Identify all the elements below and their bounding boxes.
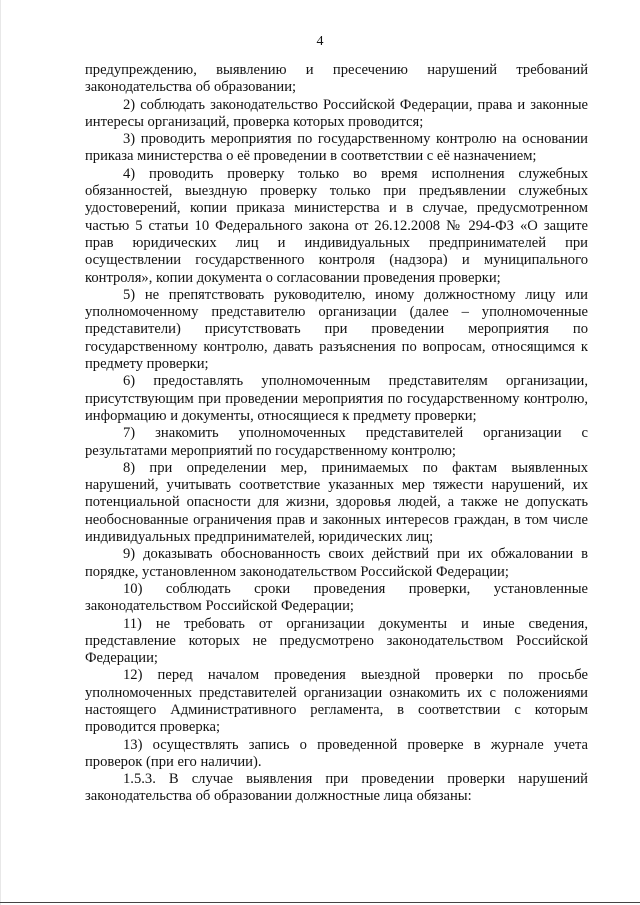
paragraph-item-7: 7) знакомить уполномоченных представителей организации с результатами мероприятий по государственному контролю; xyxy=(85,425,588,459)
paragraph-item-12: 12) перед началом проведения выездной проверки по просьбе уполномоченных представителей организации ознакомить их с положениями настоящего Административного регламента, в соответствии с которым проводится проверка; xyxy=(85,667,588,736)
scan-shadow-left xyxy=(0,0,1,905)
paragraph-item-2: 2) соблюдать законодательство Российской Федерации, права и законные интересы организаций, проверка которых проводится; xyxy=(85,96,588,130)
document-body xyxy=(85,62,588,806)
paragraph-section-1-5-3: 1.5.3. В случае выявления при проведении проверки нарушений законодательства об образовании должностные лица обязаны: xyxy=(85,771,588,805)
paragraph-item-9: 9) доказывать обоснованность своих действий при их обжаловании в порядке, установленном законодательством Российской Федерации; xyxy=(85,546,588,580)
page-number: 4 xyxy=(316,34,324,49)
paragraph-item-6: 6) предоставлять уполномоченным представителям организации, присутствующим при проведении мероприятия по государственному контролю, информацию и документы, относящиеся к предмету проверки; xyxy=(85,373,588,424)
paragraph-item-11: 11) не требовать от организации документы и иные сведения, представление которых не предусмотрено законодательством Российской Федерации; xyxy=(85,615,588,667)
scan-bottom-edge xyxy=(0,902,640,903)
paragraph-item-13: 13) осуществлять запись о проведенной проверке в журнале учета проверок (при его наличии). xyxy=(85,736,588,770)
paragraph-item-10: 10) соблюдать сроки проведения проверки, установленные законодательством Российской Федерации; xyxy=(85,580,588,615)
paragraph-item-5: 5) не препятствовать руководителю, иному должностному лицу или уполномоченному представителю организации (далее – уполномоченные представители) присутствовать при проведении мероприятия по государственному контролю, давать разъяснения по вопросам, относящимся к предмету проверки; xyxy=(85,286,588,373)
paragraph-item-4: 4) проводить проверку только во время исполнения служебных обязанностей, выездную проверку только при предъявлении служебных удостоверений, копии приказа министерства и в случае, предусмотренном частью 5 статьи 10 Федерального закона от 26.12.2008 № 294-ФЗ «О защите прав юридических лиц и индивидуальных предпринимателей при осуществлении государственного контроля (надзора) и муниципального контроля», копии документа о согласовании проведения проверки; xyxy=(85,165,588,286)
paragraph-item-8: 8) при определении мер, принимаемых по фактам выявленных нарушений, учитывать соответствие указанных мер тяжести нарушений, их потенциальной опасности для жизни, здоровья людей, а также не допускать необоснованные ограничения прав и законных интересов граждан, в том числе индивидуальных предпринимателей, юридических лиц; xyxy=(85,459,588,546)
paragraph-continuation: предупреждению, выявлению и пресечению нарушений требований законодательства об образовании; xyxy=(85,62,588,96)
paragraph-item-3: 3) проводить мероприятия по государственному контролю на основании приказа министерства о её проведении в соответствии с её назначением; xyxy=(85,131,588,165)
